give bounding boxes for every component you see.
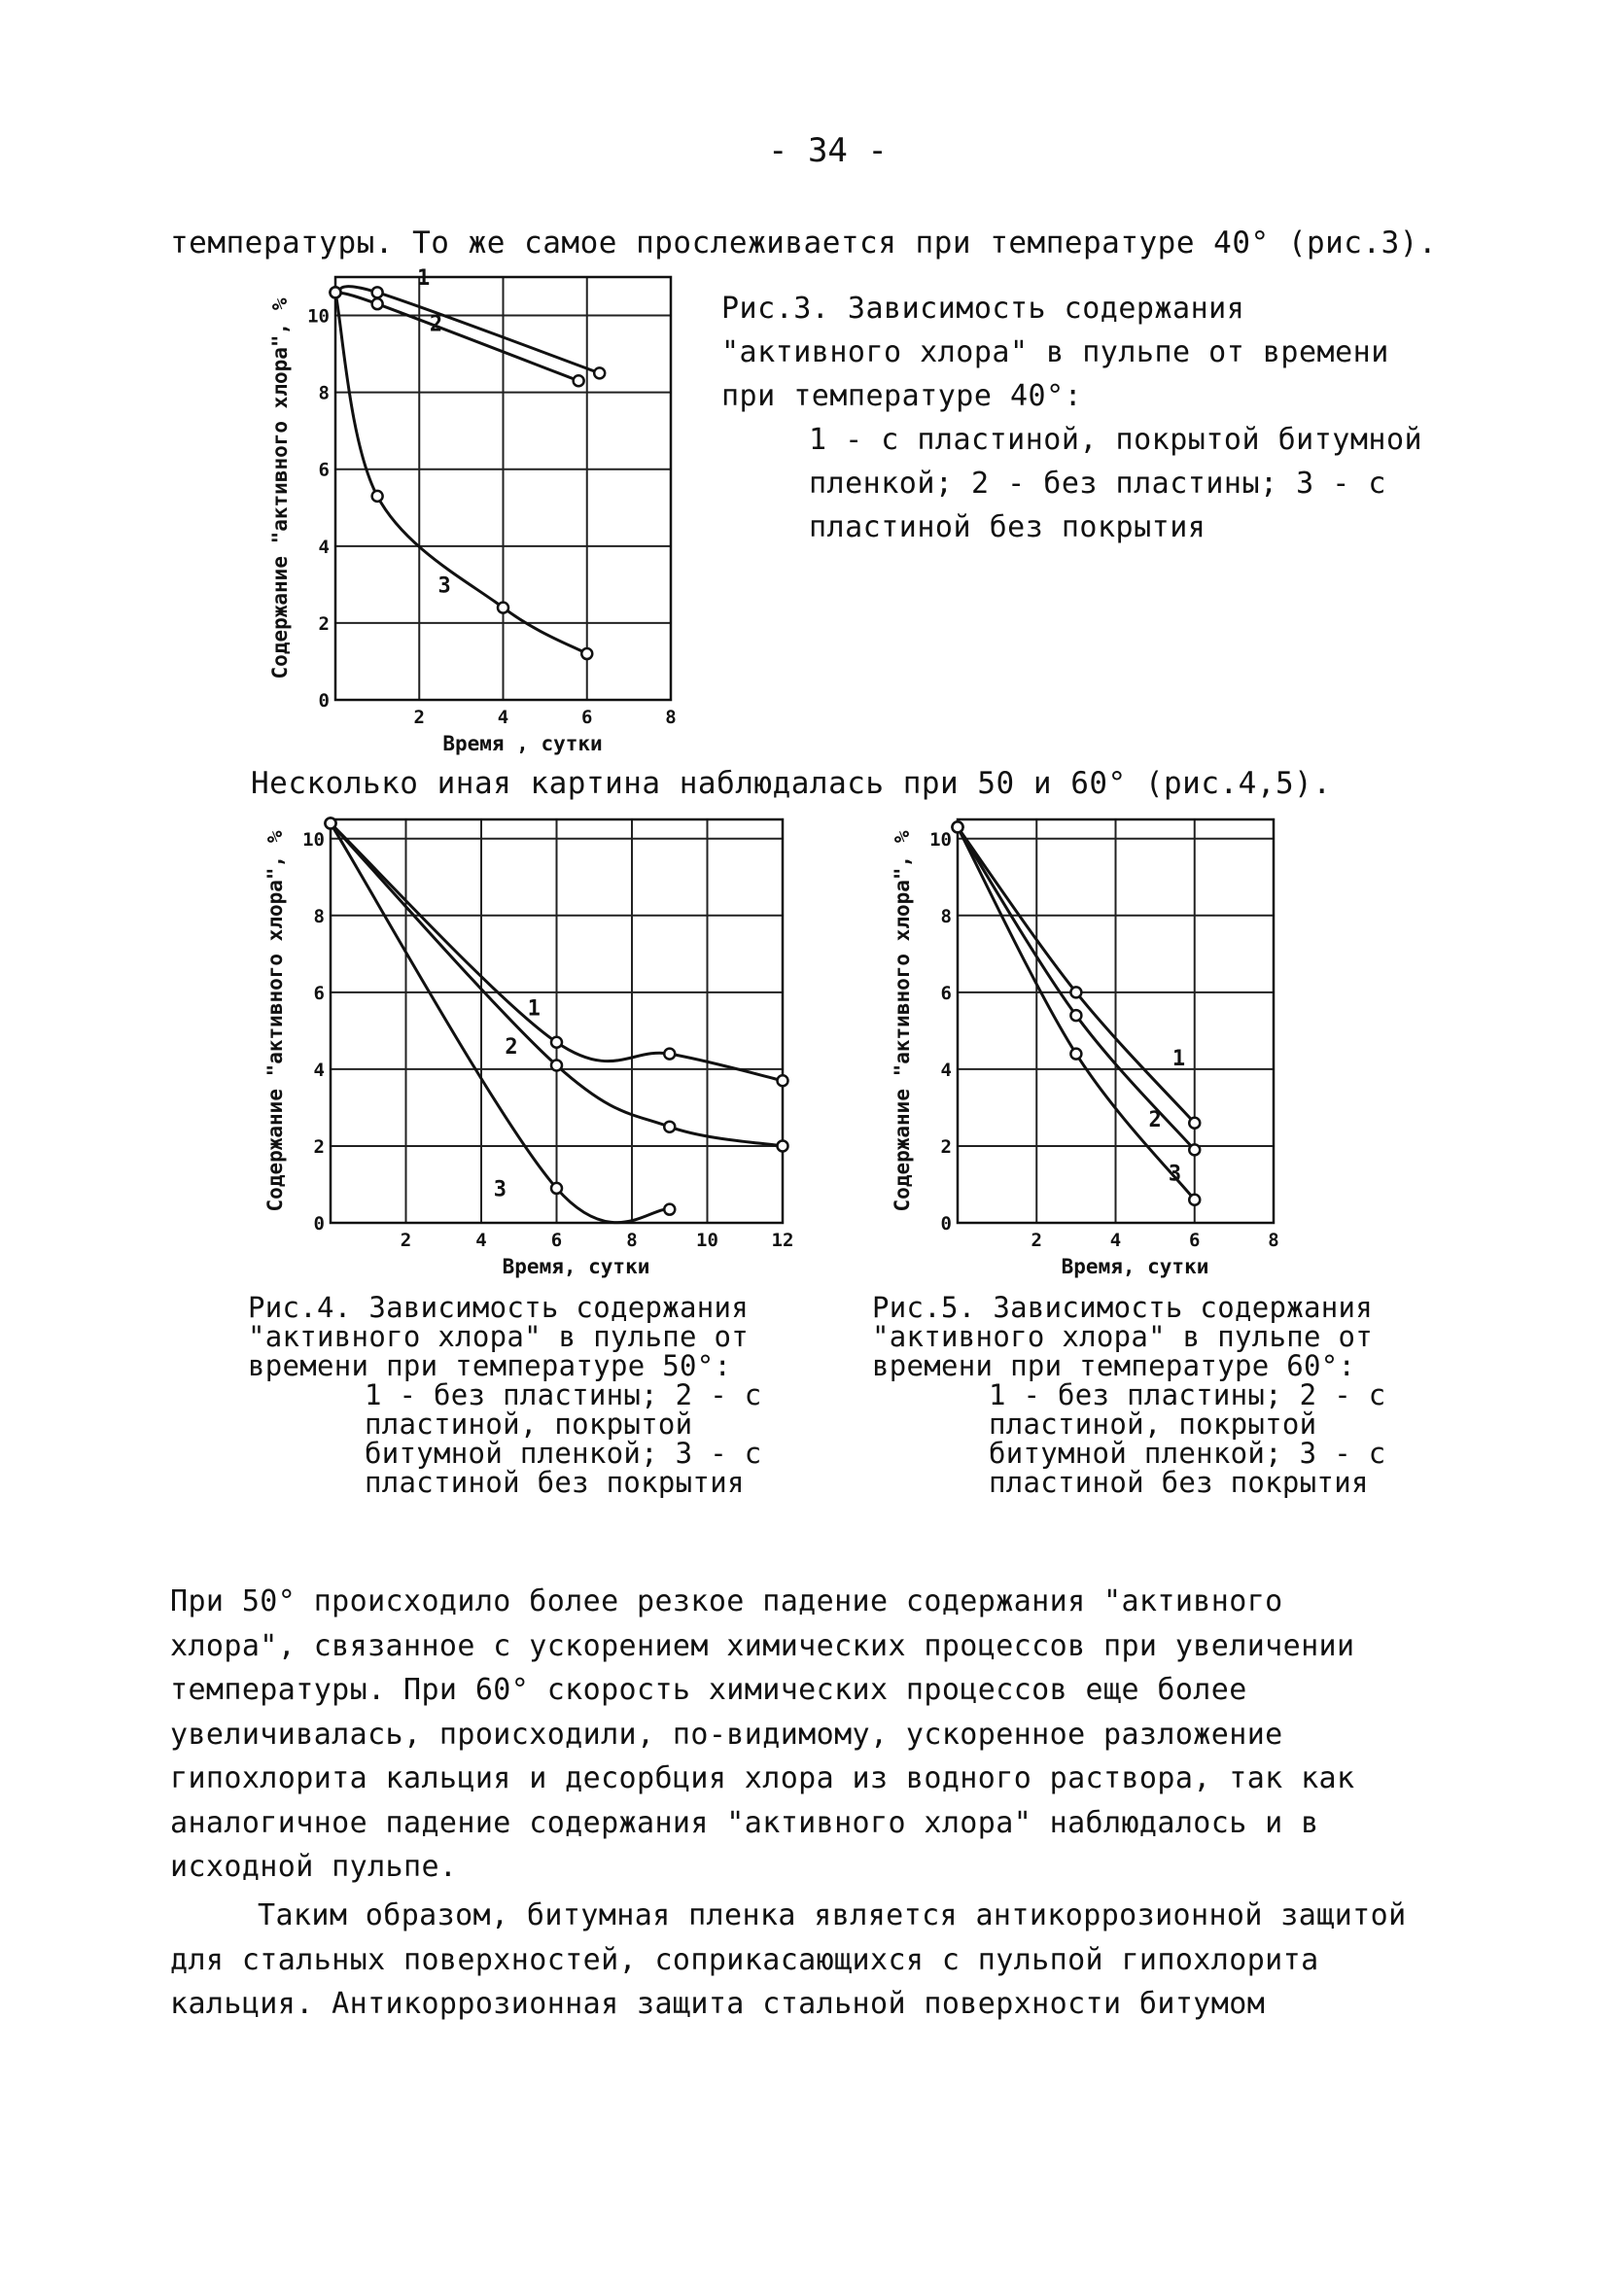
fig4-x-tick-label: 2 [400, 1230, 412, 1251]
fig4-x-tick-label: 4 [475, 1230, 487, 1251]
fig4-series-2-point [664, 1122, 675, 1132]
figure-3-caption [721, 287, 1431, 549]
fig4-series-2-point [778, 1140, 788, 1151]
fig3-series-3-line [335, 293, 587, 654]
figure-3-caption-legend: 1 - с пластиной, покрытой битумной пленкой; 2 - без пластины; 3 - с пластиной без покрытия [809, 423, 1423, 544]
text-line-mid: Несколько иная картина наблюдалась при 50 и 60° (рис.4,5). [251, 766, 1332, 801]
fig4-series-3-point [326, 818, 336, 828]
fig5-y-tick-label: 10 [929, 828, 952, 851]
figure-4-caption-title: Рис.4. Зависимость содержания "активного хлора" в пульпе от времени при температуре 50°: [248, 1291, 750, 1382]
figure-5-caption-legend: 1 - без пластины; 2 - с пластиной, покрытой битумной пленкой; 3 - с пластиной без покрытия [989, 1378, 1386, 1499]
fig3-series-1-point [372, 287, 383, 297]
fig4-x-axis-label: Время, сутки [502, 1255, 650, 1278]
fig5-series-2-point [1070, 1010, 1081, 1021]
fig4-series-1-point [778, 1075, 788, 1086]
fig3-series-3-point [581, 648, 592, 659]
fig3-x-tick-label: 6 [581, 707, 593, 728]
fig3-series-2-point [574, 375, 584, 386]
fig3-series-3-point [498, 603, 508, 613]
fig3-y-tick-label: 8 [318, 382, 330, 404]
fig4-y-tick-label: 6 [313, 982, 325, 1004]
fig3-series-3-point [331, 287, 341, 297]
fig3-x-tick-label: 2 [413, 707, 425, 728]
fig5-series-3-point [953, 821, 963, 832]
page-number: - 34 - [768, 131, 888, 170]
figure-3-caption-title: Рис.3. Зависимость содержания "активного хлора" в пульпе от времени при температуре 40°: [721, 292, 1389, 413]
fig3-curve-label-3: 3 [437, 574, 451, 599]
fig4-x-tick-label: 8 [626, 1230, 638, 1251]
fig5-series-3-point [1189, 1195, 1200, 1205]
fig5-x-axis-label: Время, сутки [1061, 1255, 1209, 1278]
fig5-y-tick-label: 2 [940, 1135, 952, 1158]
fig5-curve-label-1: 1 [1171, 1046, 1186, 1071]
figure-5-chart [865, 805, 1293, 1291]
fig4-y-axis-label: Содержание "активного хлора", % [263, 830, 287, 1212]
paragraph-1: При 50° происходило более резкое падение содержания "активного хлора", связанное с ускорением химических процессов при увеличении температуры. При 60° скорость химических процессов еще более увеличивалась, происходили, по-видимому, ускоренное разложение гипохлорита кальция и десорбция хлора из водного раствора, так как аналогичное падение содержания "активного хлора" наблюдалось и в исходной пульпе. [170, 1584, 1355, 1884]
fig3-series-3-point [372, 491, 383, 502]
figure-4-caption-legend: 1 - без пластины; 2 - с пластиной, покрытой битумной пленкой; 3 - с пластиной без покрытия [365, 1378, 762, 1499]
fig3-x-axis-label: Время , сутки [442, 732, 603, 755]
fig3-curve-label-1: 1 [416, 265, 431, 291]
fig5-y-tick-label: 8 [940, 905, 952, 927]
fig5-y-tick-label: 6 [940, 982, 952, 1004]
fig5-x-tick-label: 6 [1189, 1230, 1201, 1251]
fig5-curve-label-3: 3 [1168, 1162, 1182, 1187]
fig5-series-1-point [1070, 987, 1081, 997]
fig4-x-tick-label: 6 [550, 1230, 563, 1251]
fig5-x-tick-label: 2 [1031, 1230, 1042, 1251]
fig4-series-1-point [664, 1049, 675, 1060]
fig4-y-tick-label: 10 [302, 828, 325, 851]
fig3-y-axis-label: Содержание "активного хлора", % [268, 297, 292, 679]
fig4-curve-label-2: 2 [505, 1035, 518, 1061]
fig3-x-tick-label: 8 [665, 707, 677, 728]
figure-4-chart [238, 805, 802, 1291]
text-line-top: температуры. То же самое прослеживается при температуре 40° (рис.3). [170, 226, 1438, 261]
paragraph-2: Таким образом, битумная пленка является антикоррозионной защитой для стальных поверхностей, соприкасающихся с пульпой гипохлорита кальция. Антикоррозионная защита стальной поверхности битумом [170, 1898, 1407, 2021]
fig4-y-tick-label: 2 [313, 1135, 325, 1158]
fig5-series-3-point [1070, 1049, 1081, 1060]
fig5-y-tick-label: 0 [940, 1213, 952, 1235]
fig5-curve-label-2: 2 [1148, 1108, 1162, 1133]
fig4-x-tick-label: 10 [696, 1230, 718, 1251]
fig5-series-2-point [1189, 1144, 1200, 1155]
fig3-y-tick-label: 2 [318, 612, 330, 635]
fig4-series-3-point [664, 1204, 675, 1215]
fig3-series-2-point [372, 298, 383, 309]
fig3-x-tick-label: 4 [497, 707, 509, 728]
fig5-x-tick-label: 4 [1109, 1230, 1122, 1251]
fig3-y-tick-label: 6 [318, 459, 330, 481]
fig4-y-tick-label: 0 [313, 1213, 325, 1235]
fig3-curve-label-2: 2 [429, 312, 443, 337]
fig4-x-tick-label: 12 [771, 1230, 794, 1251]
fig5-x-tick-label: 8 [1268, 1230, 1279, 1251]
fig4-y-tick-label: 8 [313, 905, 325, 927]
fig4-y-tick-label: 4 [313, 1059, 325, 1081]
fig4-series-3-line [331, 823, 670, 1223]
figure-5-caption [872, 1293, 1397, 1497]
fig5-y-axis-label: Содержание "активного хлора", % [891, 830, 914, 1212]
fig4-series-3-point [551, 1183, 562, 1194]
fig5-series-1-point [1189, 1118, 1200, 1129]
fig4-curve-label-1: 1 [527, 996, 541, 1022]
fig3-y-tick-label: 10 [307, 305, 330, 328]
figure-4-caption [248, 1293, 792, 1497]
fig5-series-1-line [958, 827, 1195, 1123]
figure-3-chart [243, 262, 690, 768]
fig3-series-1-point [594, 367, 605, 378]
fig4-series-1-point [551, 1037, 562, 1048]
fig3-y-tick-label: 4 [318, 536, 330, 558]
fig3-y-tick-label: 0 [318, 690, 330, 712]
fig4-curve-label-3: 3 [493, 1177, 507, 1202]
fig5-y-tick-label: 4 [940, 1059, 952, 1081]
fig4-series-2-point [551, 1060, 562, 1070]
figure-5-caption-title: Рис.5. Зависимость содержания "активного хлора" в пульпе от времени при температуре 60°: [872, 1291, 1374, 1382]
